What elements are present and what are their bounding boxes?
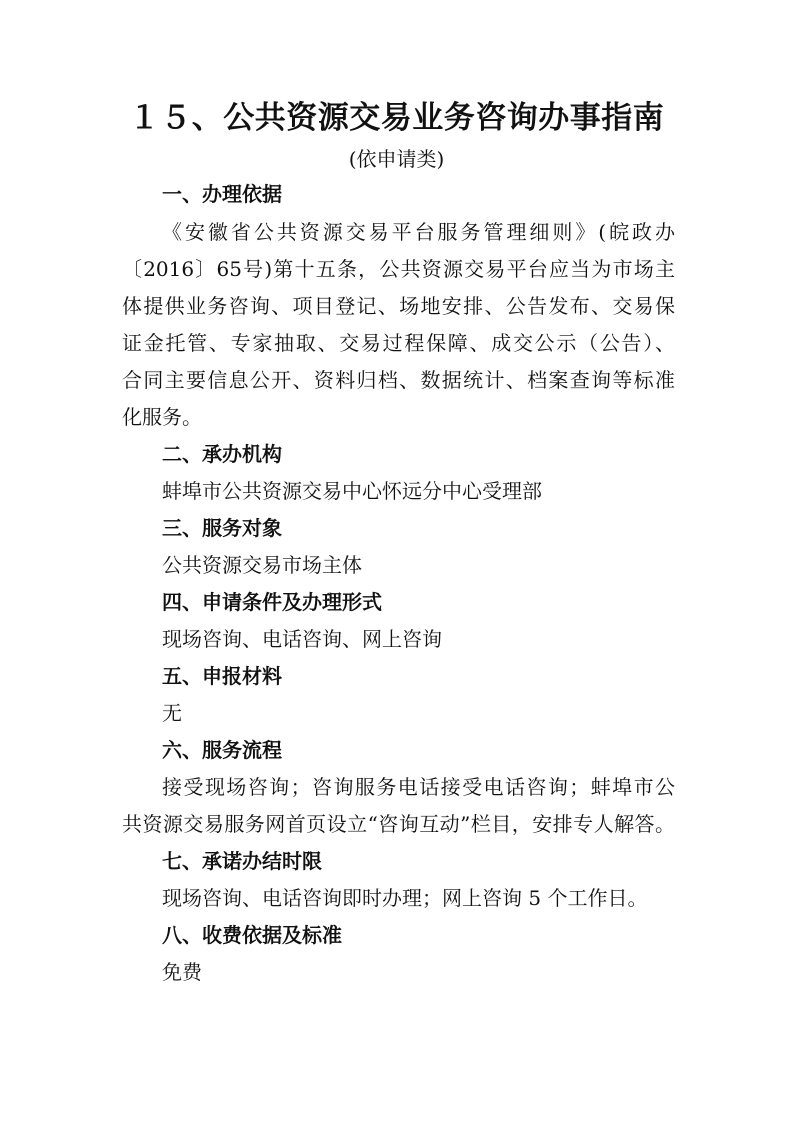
body-line: 无 bbox=[162, 701, 182, 725]
document-title: １５、公共资源交易业务咨询办事指南 bbox=[128, 100, 665, 136]
body-line: 体提供业务咨询、项目登记、场地安排、公告发布、交易保 bbox=[122, 294, 675, 318]
body-line: 接受现场咨询；咨询服务电话接受电话咨询；蚌埠市公 bbox=[162, 775, 675, 799]
section-heading-conditions: 四、申请条件及办理形式 bbox=[162, 590, 382, 614]
section-heading-organization: 二、承办机构 bbox=[162, 442, 282, 466]
section-heading-fees: 八、收费依据及标准 bbox=[162, 923, 342, 947]
section-heading-service-target: 三、服务对象 bbox=[162, 516, 282, 540]
body-line: 《安徽省公共资源交易平台服务管理细则》(皖政办 bbox=[162, 220, 675, 244]
body-line: 证金托管、专家抽取、交易过程保障、成交公示（公告）、 bbox=[122, 331, 675, 355]
body-line: 化服务。 bbox=[122, 405, 202, 429]
section-heading-process: 六、服务流程 bbox=[162, 738, 282, 762]
section-heading-basis: 一、办理依据 bbox=[162, 182, 282, 206]
section-heading-time-limit: 七、承诺办结时限 bbox=[162, 849, 322, 873]
body-line: 现场咨询、电话咨询、网上咨询 bbox=[162, 627, 442, 651]
body-line: 现场咨询、电话咨询即时办理；网上咨询 5 个工作日。 bbox=[162, 886, 648, 910]
body-line: 蚌埠市公共资源交易中心怀远分中心受理部 bbox=[162, 479, 542, 503]
document-subtitle: (依申请类) bbox=[348, 147, 445, 171]
section-heading-materials: 五、申报材料 bbox=[162, 664, 282, 688]
body-line: 〔2016〕65号)第十五条，公共资源交易平台应当为市场主 bbox=[122, 257, 675, 281]
body-line: 免费 bbox=[162, 960, 202, 984]
body-line: 合同主要信息公开、资料归档、数据统计、档案查询等标准 bbox=[122, 368, 675, 392]
body-line: 公共资源交易市场主体 bbox=[162, 553, 362, 577]
body-line: 共资源交易服务网首页设立“咨询互动”栏目，安排专人解答。 bbox=[122, 812, 675, 836]
